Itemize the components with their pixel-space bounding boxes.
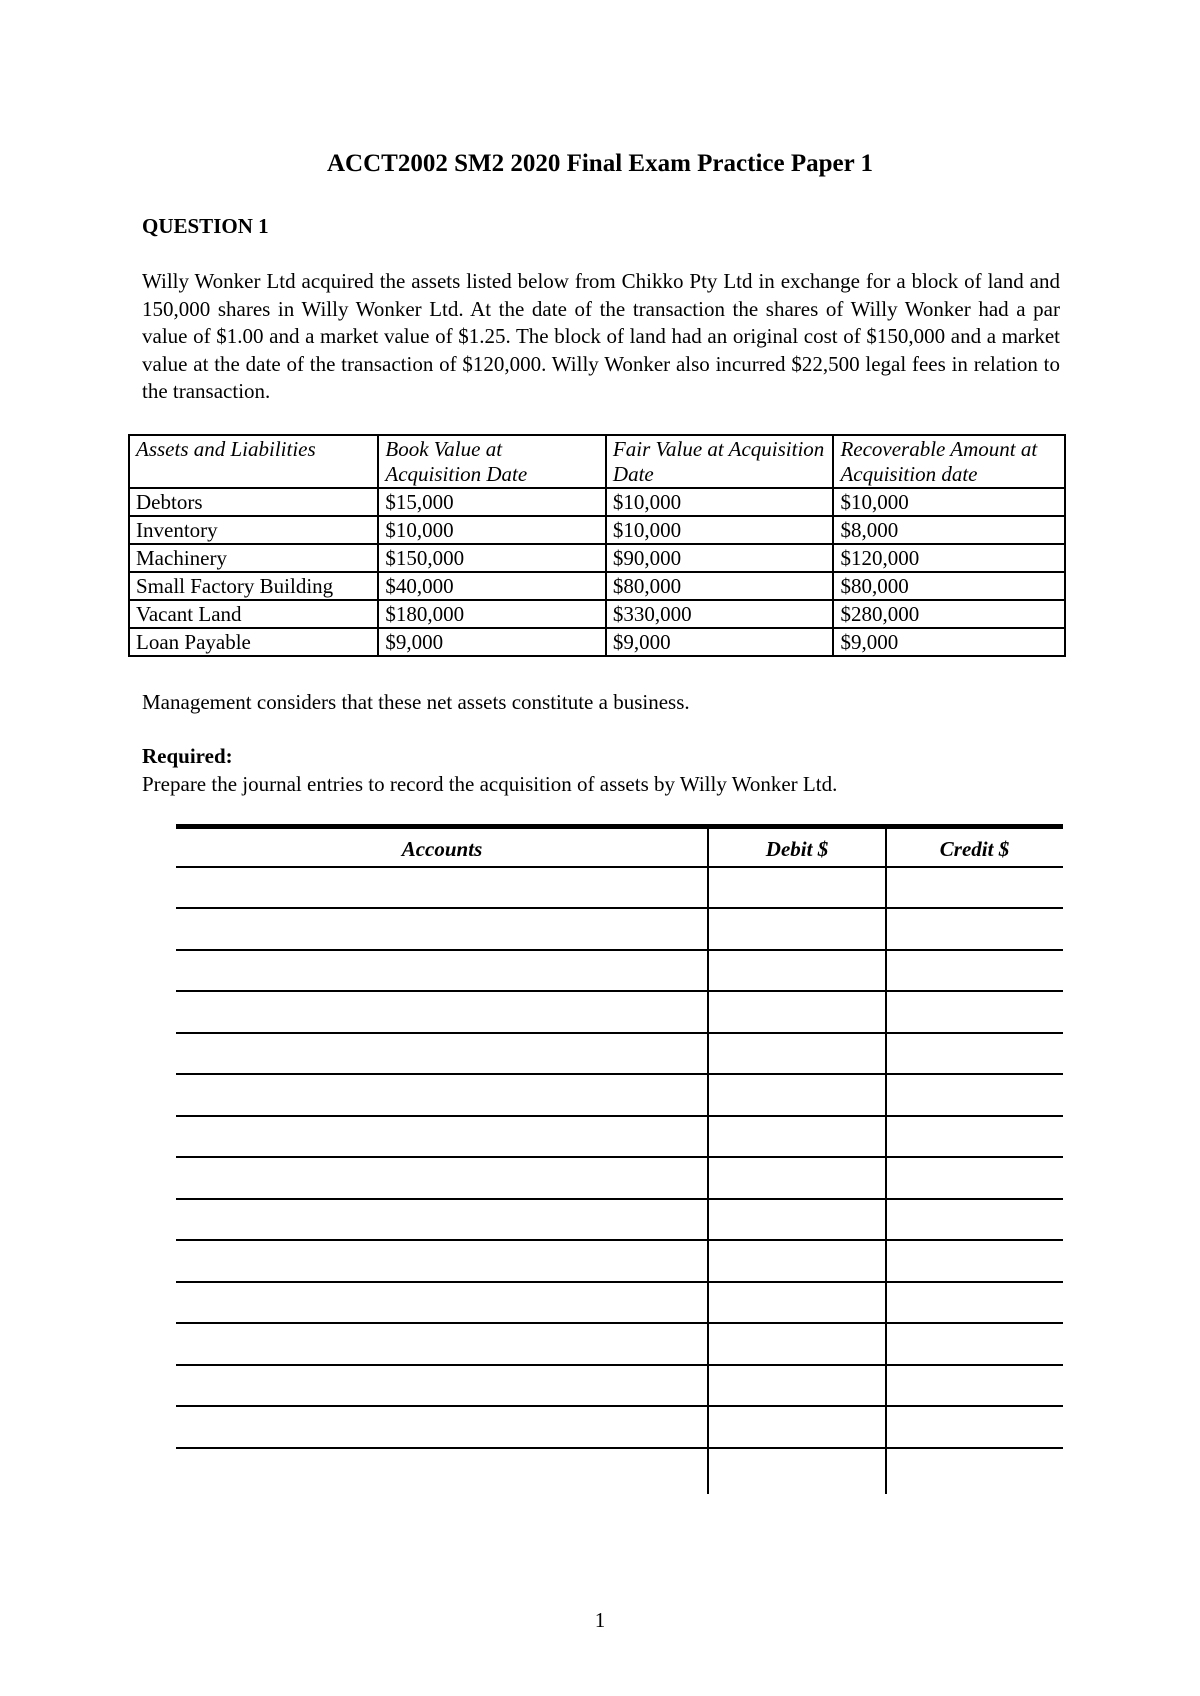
fair-value-cell: $330,000	[606, 600, 834, 628]
book-value-cell: $9,000	[378, 628, 606, 656]
required-label: Required:	[142, 744, 233, 768]
management-note: Management considers that these net assets constitute a business.	[142, 690, 690, 714]
assets-table	[128, 434, 1066, 657]
journal-row-line	[176, 1447, 1063, 1449]
table-row	[129, 488, 1065, 516]
journal-row-line	[176, 1364, 1063, 1366]
recoverable-amount-cell: $10,000	[833, 488, 1065, 516]
credit-column-divider	[885, 829, 887, 1494]
book-value-cell: $40,000	[378, 572, 606, 600]
journal-header-rule	[176, 866, 1063, 868]
fair-value-cell: $10,000	[606, 516, 834, 544]
journal-row-line	[176, 1198, 1063, 1200]
fair-value-cell: $90,000	[606, 544, 834, 572]
intro-paragraph: Willy Wonker Ltd acquired the assets listed below from Chikko Pty Ltd in exchange for a block of land and 150,000 shares in Willy Wonker Ltd. At the date of the transaction the shares of Willy Wonker had a par value of $1.00 and a market value of $1.25. The block of land had an original cost of $150,000 and a market value at the date of the transaction of $120,000. Willy Wonker also incurred $22,500 legal fees in relation to the transaction.	[142, 269, 1060, 403]
assets-table-header-row	[129, 435, 1065, 488]
table-row	[129, 600, 1065, 628]
assets-col-header: Assets and Liabilities	[129, 435, 378, 488]
journal-row-line	[176, 1405, 1063, 1407]
recoverable-amount-cell: $280,000	[833, 600, 1065, 628]
recoverable-amount-cell: $80,000	[833, 572, 1065, 600]
asset-name-cell: Machinery	[129, 544, 378, 572]
book-value-cell: $180,000	[378, 600, 606, 628]
book-value-cell: $150,000	[378, 544, 606, 572]
fair-value-col-header: Fair Value at Acquisition Date	[606, 435, 834, 488]
table-row	[129, 516, 1065, 544]
journal-top-rule	[176, 824, 1063, 829]
fair-value-cell: $80,000	[606, 572, 834, 600]
journal-row-line	[176, 990, 1063, 992]
fair-value-cell: $10,000	[606, 488, 834, 516]
required-instruction: Prepare the journal entries to record the acquisition of assets by Willy Wonker Ltd.	[142, 772, 838, 796]
journal-row-line	[176, 1281, 1063, 1283]
page-title: ACCT2002 SM2 2020 Final Exam Practice Paper 1	[327, 150, 873, 177]
book-value-cell: $15,000	[378, 488, 606, 516]
journal-row-line	[176, 1239, 1063, 1241]
table-row	[129, 544, 1065, 572]
asset-name-cell: Loan Payable	[129, 628, 378, 656]
table-row	[129, 572, 1065, 600]
journal-row-line	[176, 907, 1063, 909]
question-heading: QUESTION 1	[142, 214, 269, 238]
page-number: 1	[594, 1608, 606, 1632]
asset-name-cell: Inventory	[129, 516, 378, 544]
journal-row-line	[176, 949, 1063, 951]
recoverable-amount-cell: $8,000	[833, 516, 1065, 544]
journal-row-line	[176, 1073, 1063, 1075]
journal-entry-table	[176, 824, 1063, 1494]
asset-name-cell: Small Factory Building	[129, 572, 378, 600]
recoverable-amount-cell: $9,000	[833, 628, 1065, 656]
recoverable-amount-cell: $120,000	[833, 544, 1065, 572]
table-row	[129, 628, 1065, 656]
journal-row-line	[176, 1115, 1063, 1117]
asset-name-cell: Vacant Land	[129, 600, 378, 628]
fair-value-cell: $9,000	[606, 628, 834, 656]
accounts-col-header: Accounts	[401, 837, 483, 861]
book-value-col-header: Book Value at Acquisition Date	[378, 435, 606, 488]
journal-row-line	[176, 1156, 1063, 1158]
journal-row-line	[176, 1032, 1063, 1034]
book-value-cell: $10,000	[378, 516, 606, 544]
credit-col-header: Credit $	[939, 837, 1010, 861]
debit-column-divider	[707, 829, 709, 1494]
asset-name-cell: Debtors	[129, 488, 378, 516]
recoverable-amount-col-header: Recoverable Amount at Acquisition date	[833, 435, 1065, 488]
journal-row-line	[176, 1322, 1063, 1324]
debit-col-header: Debit $	[765, 837, 829, 861]
